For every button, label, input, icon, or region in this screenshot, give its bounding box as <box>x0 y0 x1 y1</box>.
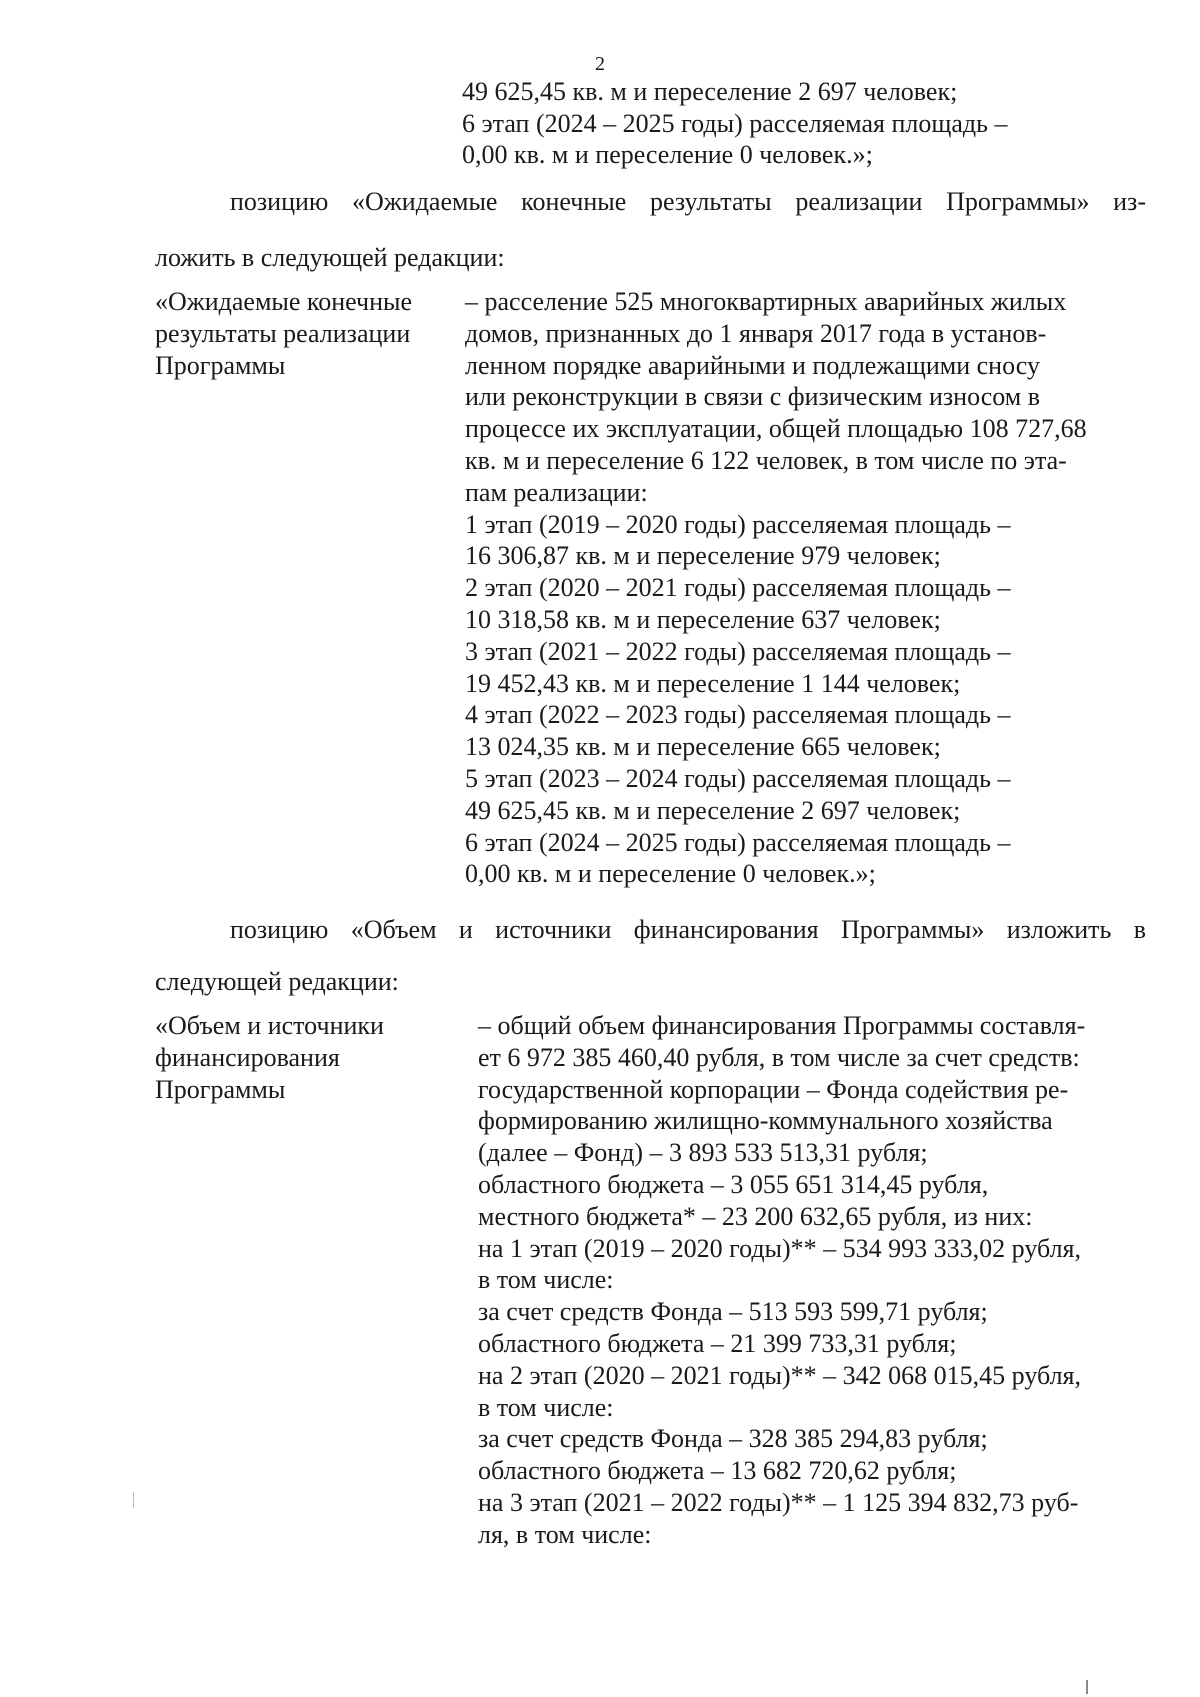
value-line: на 3 этап (2021 – 2022 годы)** – 1 125 394 832,73 руб- <box>478 1487 1079 1517</box>
value-line: 49 625,45 кв. м и переселение 2 697 человек; <box>465 795 961 825</box>
value-line: 13 024,35 кв. м и переселение 665 человек; <box>465 732 941 762</box>
section2-intro-line2: следующей редакции: <box>155 967 399 996</box>
value-line: 0,00 кв. м и переселение 0 человек.»; <box>465 859 876 889</box>
page-number: 2 <box>595 53 605 75</box>
value-line: областного бюджета – 21 399 733,31 рубля; <box>478 1328 957 1358</box>
scan-artifact <box>1086 1680 1088 1694</box>
value-line: областного бюджета – 13 682 720,62 рубля; <box>478 1456 957 1486</box>
scan-artifact <box>133 1492 134 1508</box>
value-line: на 1 этап (2019 – 2020 годы)** – 534 993 333,02 рубля, <box>478 1233 1082 1263</box>
value-line: пам реализации: <box>465 477 648 507</box>
value-line: областного бюджета – 3 055 651 314,45 рубля, <box>478 1169 989 1199</box>
label-line: Программы <box>155 351 286 380</box>
value-line: за счет средств Фонда – 328 385 294,83 рубля; <box>478 1424 988 1454</box>
value-line: 4 этап (2022 – 2023 годы) расселяемая площадь – <box>465 700 1011 730</box>
value-line: 3 этап (2021 – 2022 годы) расселяемая площадь – <box>465 636 1011 666</box>
continuation-block <box>462 76 1162 171</box>
section1-intro-line2: ложить в следующей редакции: <box>155 243 505 272</box>
value-line: формированию жилищно-коммунального хозяйства <box>478 1106 1053 1136</box>
value-line: государственной корпорации – Фонда содействия ре- <box>478 1074 1069 1104</box>
value-line: ленном порядке аварийными и подлежащими сносу <box>465 350 1040 380</box>
value-line: ля, в том числе: <box>478 1519 652 1549</box>
section1-value <box>465 286 1185 890</box>
label-line: «Ожидаемые конечные <box>155 287 413 316</box>
value-line: 1 этап (2019 – 2020 годы) расселяемая площадь – <box>465 509 1011 539</box>
value-line: – общий объем финансирования Программы составля- <box>478 1011 1086 1040</box>
continuation-line: 0,00 кв. м и переселение 0 человек.»; <box>462 140 873 169</box>
value-line: 2 этап (2020 – 2021 годы) расселяемая площадь – <box>465 573 1011 603</box>
continuation-line: 49 625,45 кв. м и переселение 2 697 человек; <box>462 77 958 106</box>
value-line: на 2 этап (2020 – 2021 годы)** – 342 068 015,45 рубля, <box>478 1360 1082 1390</box>
value-line: 10 318,58 кв. м и переселение 637 человек; <box>465 604 941 634</box>
label-line: Программы <box>155 1075 286 1104</box>
value-line: или реконструкции в связи с физическим износом в <box>465 382 1041 412</box>
value-line: – расселение 525 многоквартирных аварийных жилых <box>465 287 1067 316</box>
continuation-line: 6 этап (2024 – 2025 годы) расселяемая площадь – <box>462 108 1008 138</box>
value-line: 16 306,87 кв. м и переселение 979 человек; <box>465 541 941 571</box>
value-line: кв. м и переселение 6 122 человек, в том числе по эта- <box>465 445 1067 475</box>
value-line: 6 этап (2024 – 2025 годы) расселяемая площадь – <box>465 827 1011 857</box>
value-line: местного бюджета* – 23 200 632,65 рубля, из них: <box>478 1201 1033 1231</box>
label-line: результаты реализации <box>155 319 411 348</box>
value-line: ет 6 972 385 460,40 рубля, в том числе за счет средств: <box>478 1042 1080 1072</box>
section2-intro-line1: позицию «Объем и источники финансирования Программы» изложить в <box>230 915 1146 944</box>
section1-intro-line1: позицию «Ожидаемые конечные результаты реализации Программы» из- <box>230 187 1146 216</box>
value-line: 19 452,43 кв. м и переселение 1 144 человек; <box>465 668 961 698</box>
value-line: в том числе: <box>478 1392 614 1422</box>
value-line: за счет средств Фонда – 513 593 599,71 рубля; <box>478 1297 988 1327</box>
label-line: финансирования <box>155 1043 340 1072</box>
section2-label <box>155 1010 455 1106</box>
value-line: 5 этап (2023 – 2024 годы) расселяемая площадь – <box>465 763 1011 793</box>
value-line: процессе их эксплуатации, общей площадью 108 727,68 <box>465 414 1087 444</box>
value-line: домов, признанных до 1 января 2017 года в установ- <box>465 318 1047 348</box>
value-line: в том числе: <box>478 1265 614 1295</box>
value-line: (далее – Фонд) – 3 893 533 513,31 рубля; <box>478 1138 928 1168</box>
label-line: «Объем и источники <box>155 1011 384 1040</box>
section1-label <box>155 286 455 382</box>
section2-value <box>478 1010 1198 1551</box>
